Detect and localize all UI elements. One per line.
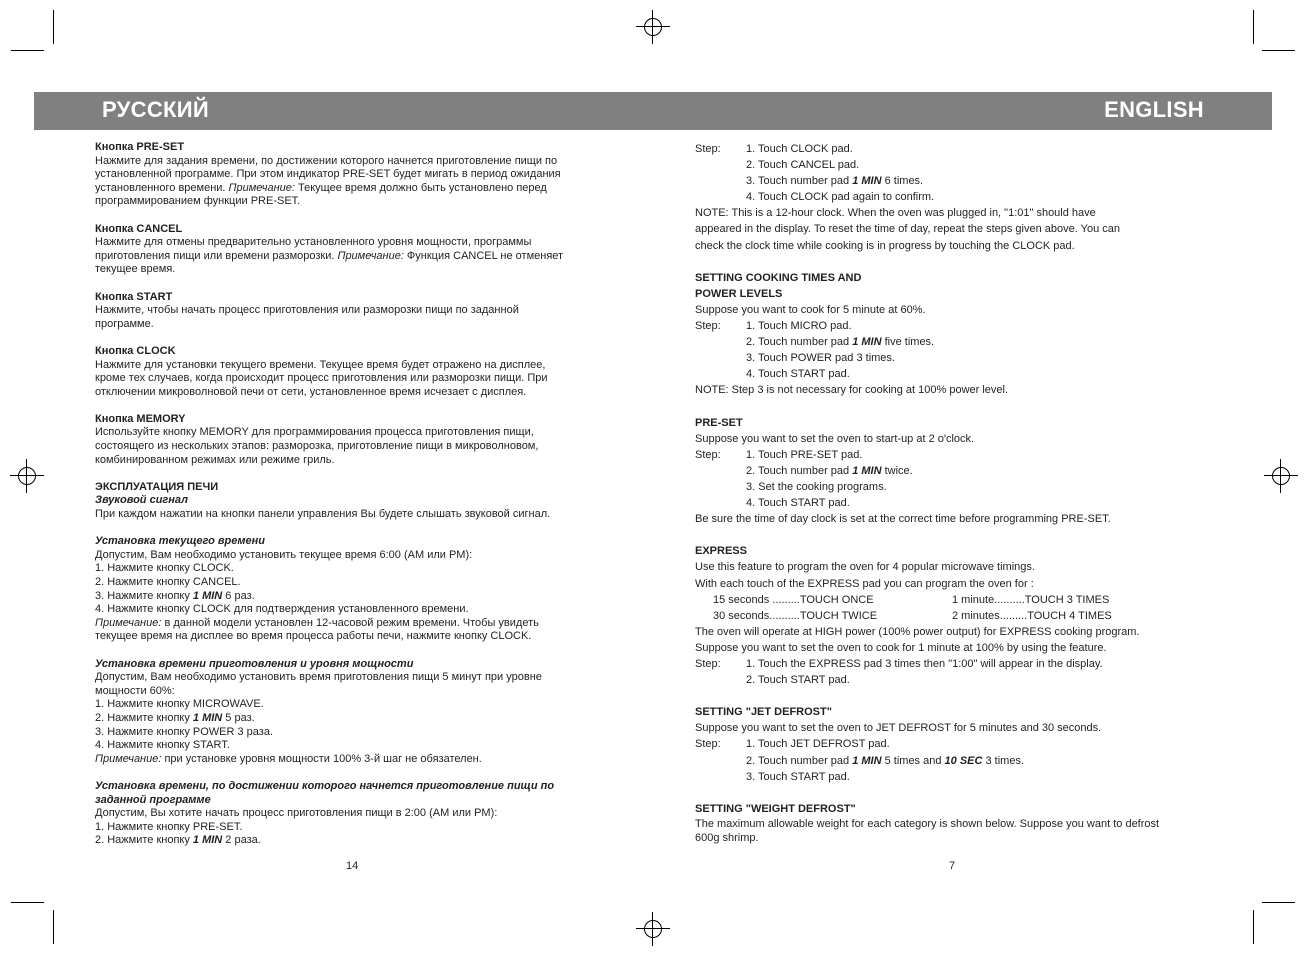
express-cell: 30 seconds..........TOUCH TWICE xyxy=(713,609,878,622)
crop-mark xyxy=(1253,910,1254,944)
paragraph-line: With each touch of the EXPRESS pad you can program the oven for : xyxy=(695,577,1034,590)
crop-mark xyxy=(11,902,44,903)
crop-mark xyxy=(53,10,54,44)
note-label: Примечание: xyxy=(95,752,162,765)
subsection-title: Установка времени приготовления и уровня мощности xyxy=(95,657,414,670)
registration-mark xyxy=(636,10,670,44)
paragraph-line: При каждом нажатии на кнопки панели управления Вы будете слышать звуковой сигнал. xyxy=(95,508,551,521)
express-cell: 15 seconds .........TOUCH ONCE xyxy=(713,593,874,606)
paragraph-line: Используйте кнопку MEMORY для программирования процесса приготовления пищи, xyxy=(95,426,534,439)
paragraph-line: программе. xyxy=(95,317,154,330)
paragraph-line: Примечание: при установке уровня мощности 100% 3-й шаг не обязателен. xyxy=(95,752,482,765)
paragraph-line: состоящего из нескольких этапов: разморозка, приготовление пищи в микроволновом, xyxy=(95,440,539,453)
paragraph-line: The maximum allowable weight for each category is shown below. Suppose you want to defrost xyxy=(695,817,1160,830)
paragraph-line: Suppose you want to cook for 5 minute at 60%. xyxy=(695,303,926,316)
note-label: Примечание: xyxy=(95,616,162,629)
paragraph-line: Нажмите, чтобы начать процесс приготовления или разморозки пищи по заданной xyxy=(95,304,519,317)
express-cell: 1 minute..........TOUCH 3 TIMES xyxy=(952,593,1110,606)
step-line: 4. Нажмите кнопку START. xyxy=(95,739,230,752)
step-line: 2. Touch CANCEL pad. xyxy=(746,159,860,172)
crop-mark xyxy=(1253,10,1254,44)
step-line: 2. Touch number pad 1 MIN 5 times and 10 SEC 3 times. xyxy=(746,754,1025,767)
step-line: Step: 1. Touch the EXPRESS pad 3 times then "1:00" will appear in the display. xyxy=(695,656,1215,672)
step-line: Step: 1. Touch CLOCK pad. xyxy=(695,141,1215,157)
note-label: Примечание: xyxy=(228,181,295,194)
subsection-title: заданной программе xyxy=(95,793,211,806)
key-label: 10 SEC xyxy=(944,754,983,767)
section-title: ЭКСПЛУАТАЦИЯ ПЕЧИ xyxy=(95,480,219,493)
paragraph-line: Допустим, Вам необходимо установить текущее время 6:00 (AM или PM): xyxy=(95,548,473,561)
paragraph-line: отключении микроволновой печи от сети, установленное время исчезает с дисплея. xyxy=(95,385,527,398)
header-bar xyxy=(34,92,1272,130)
paragraph-line: текущее время на дисплее во время процесса работы печи, нажмите кнопку CLOCK. xyxy=(95,630,532,643)
express-table-row xyxy=(695,592,1215,608)
paragraph-line: Нажмите для установки текущего времени. Текущее время будет отражено на дисплее, xyxy=(95,358,546,371)
step-line: 1. Нажмите кнопку PRE-SET. xyxy=(95,820,243,833)
paragraph-line: NOTE: This is a 12-hour clock. When the oven was plugged in, "1:01" should have xyxy=(695,207,1096,220)
step-line: 4. Touch START pad. xyxy=(746,497,850,510)
step-line: 2. Нажмите кнопку 1 MIN 2 раза. xyxy=(95,834,261,847)
russian-column xyxy=(95,141,615,848)
section-title: Кнопка MEMORY xyxy=(95,412,186,425)
section-title: Кнопка CLOCK xyxy=(95,344,176,357)
step-label: Step: xyxy=(695,320,721,333)
express-cell: 2 minutes.........TOUCH 4 TIMES xyxy=(952,609,1112,622)
section-title: EXPRESS xyxy=(695,545,747,558)
paragraph-line: программированием функции PRE-SET. xyxy=(95,195,301,208)
step-line: 4. Touch START pad. xyxy=(746,368,850,381)
crop-mark xyxy=(53,910,54,944)
paragraph-line: 600g shrimp. xyxy=(695,831,759,844)
step-line: 3. Нажмите кнопку POWER 3 раза. xyxy=(95,725,274,738)
paragraph-line: Примечание: в данной модели установлен 12-часовой режим времени. Чтобы увидеть xyxy=(95,616,539,629)
paragraph-line: мощности 60%: xyxy=(95,684,175,697)
paragraph-line: appeared in the display. To reset the time of day, repeat the steps given above. You can xyxy=(695,223,1121,236)
paragraph-line: кроме тех случаев, когда происходит процесс приготовления или разморозки пищи. При xyxy=(95,372,548,385)
step-line: 2. Touch START pad. xyxy=(746,674,850,687)
paragraph-line: установленной программе. При этом индикатор PRE-SET будет мигать в период ожидания xyxy=(95,168,561,181)
step-line: 1. Нажмите кнопку MICROWAVE. xyxy=(95,698,264,711)
section-title: POWER LEVELS xyxy=(695,287,783,300)
paragraph-line: Допустим, Вам необходимо установить время приготовления пищи 5 минут при уровне xyxy=(95,671,542,684)
subsection-title: Установка времени, по достижении которого начнется приготовление пищи по xyxy=(95,779,555,792)
paragraph-line: текущее время. xyxy=(95,263,176,276)
key-label: 1 MIN xyxy=(852,175,882,188)
subsection-title: Звуковой сигнал xyxy=(95,494,189,507)
paragraph-line: Нажмите для задания времени, по достижении которого начнется приготовление пищи по xyxy=(95,154,558,167)
paragraph-line: приготовления пищи или времени разморозки. Примечание: Функция CANCEL не отменяет xyxy=(95,249,564,262)
paragraph-line: The oven will operate at HIGH power (100% power output) for EXPRESS cooking program. xyxy=(695,625,1140,638)
step-label: Step: xyxy=(695,448,721,461)
section-title: Кнопка PRE-SET xyxy=(95,141,185,153)
registration-mark xyxy=(10,459,44,493)
key-label: 1 MIN xyxy=(852,336,882,349)
crop-mark xyxy=(1262,902,1295,903)
step-line: 2. Touch number pad 1 MIN twice. xyxy=(746,464,913,477)
paragraph-line: Suppose you want to set the oven to cook for 1 minute at 100% by using the feature. xyxy=(695,641,1107,654)
paragraph-line: NOTE: Step 3 is not necessary for cooking at 100% power level. xyxy=(695,384,1009,397)
section-title: PRE-SET xyxy=(695,416,743,429)
paragraph-line: установленного времени. Примечание: Текущее время должно быть установлено перед xyxy=(95,181,547,194)
key-label: 1 MIN xyxy=(192,589,223,602)
paragraph-line: комбинированном режимах или режиме гриль. xyxy=(95,453,335,466)
step-line: 3. Touch POWER pad 3 times. xyxy=(746,352,895,365)
step-label: Step: xyxy=(695,658,721,670)
step-line: 3. Set the cooking programs. xyxy=(746,480,887,493)
step-line: 2. Нажмите кнопку 1 MIN 5 раз. xyxy=(95,711,255,724)
paragraph-line: Suppose you want to set the oven to JET DEFROST for 5 minutes and 30 seconds. xyxy=(695,722,1102,735)
registration-mark xyxy=(636,912,670,946)
paragraph-line: check the clock time while cooking is in progress by touching the CLOCK pad. xyxy=(695,239,1075,252)
express-table-row xyxy=(695,608,1215,624)
step-label: Step: xyxy=(695,143,721,155)
note-label: Примечание: xyxy=(337,249,404,262)
step-line: 3. Нажмите кнопку 1 MIN 6 раз. xyxy=(95,589,255,602)
english-column xyxy=(695,141,1215,845)
paragraph-line: Нажмите для отмены предварительно установленного уровня мощности, программы xyxy=(95,236,532,249)
step-line: Step: 1. Touch PRE-SET pad. xyxy=(695,447,1215,463)
paragraph-line: Be sure the time of day clock is set at the correct time before programming PRE-SET. xyxy=(695,513,1111,526)
page-number-right: 7 xyxy=(949,860,956,872)
section-title: SETTING COOKING TIMES AND xyxy=(695,271,862,284)
step-line: 4. Нажмите кнопку CLOCK для подтверждения установленного времени. xyxy=(95,603,469,616)
paragraph-line: Допустим, Вы хотите начать процесс приготовления пищи в 2:00 (AM или PM): xyxy=(95,807,498,820)
section-title: SETTING "JET DEFROST" xyxy=(695,706,832,719)
step-line: 3. Touch START pad. xyxy=(746,770,850,783)
crop-mark xyxy=(1262,50,1295,51)
step-line: 3. Touch number pad 1 MIN 6 times. xyxy=(746,175,924,188)
paragraph-line: Use this feature to program the oven for 4 popular microwave timings. xyxy=(695,561,1035,574)
key-label: 1 MIN xyxy=(192,711,223,724)
step-line: Step: 1. Touch JET DEFROST pad. xyxy=(695,736,1215,752)
paragraph-line: Suppose you want to set the oven to start-up at 2 o'clock. xyxy=(695,432,975,445)
step-line: 2. Нажмите кнопку CANCEL. xyxy=(95,576,241,588)
key-label: 1 MIN xyxy=(852,464,882,477)
language-title-russian: РУССКИЙ xyxy=(102,97,209,122)
step-label: Step: xyxy=(695,738,721,751)
page-number-left: 14 xyxy=(346,860,359,872)
language-title-english: ENGLISH xyxy=(1104,97,1204,122)
key-label: 1 MIN xyxy=(192,834,223,847)
section-title: Кнопка START xyxy=(95,290,173,303)
section-title: Кнопка CANCEL xyxy=(95,222,183,235)
subsection-title: Установка текущего времени xyxy=(95,535,265,548)
step-line: 2. Touch number pad 1 MIN five times. xyxy=(746,336,935,349)
key-label: 1 MIN xyxy=(852,754,882,767)
registration-mark xyxy=(1264,459,1298,493)
section-title: SETTING "WEIGHT DEFROST" xyxy=(695,802,856,815)
step-line: 4. Touch CLOCK pad again to confirm. xyxy=(746,191,935,204)
crop-mark xyxy=(11,50,44,51)
step-line: Step: 1. Touch MICRO pad. xyxy=(695,318,1215,334)
step-line: 1. Нажмите кнопку CLOCK. xyxy=(95,562,234,575)
